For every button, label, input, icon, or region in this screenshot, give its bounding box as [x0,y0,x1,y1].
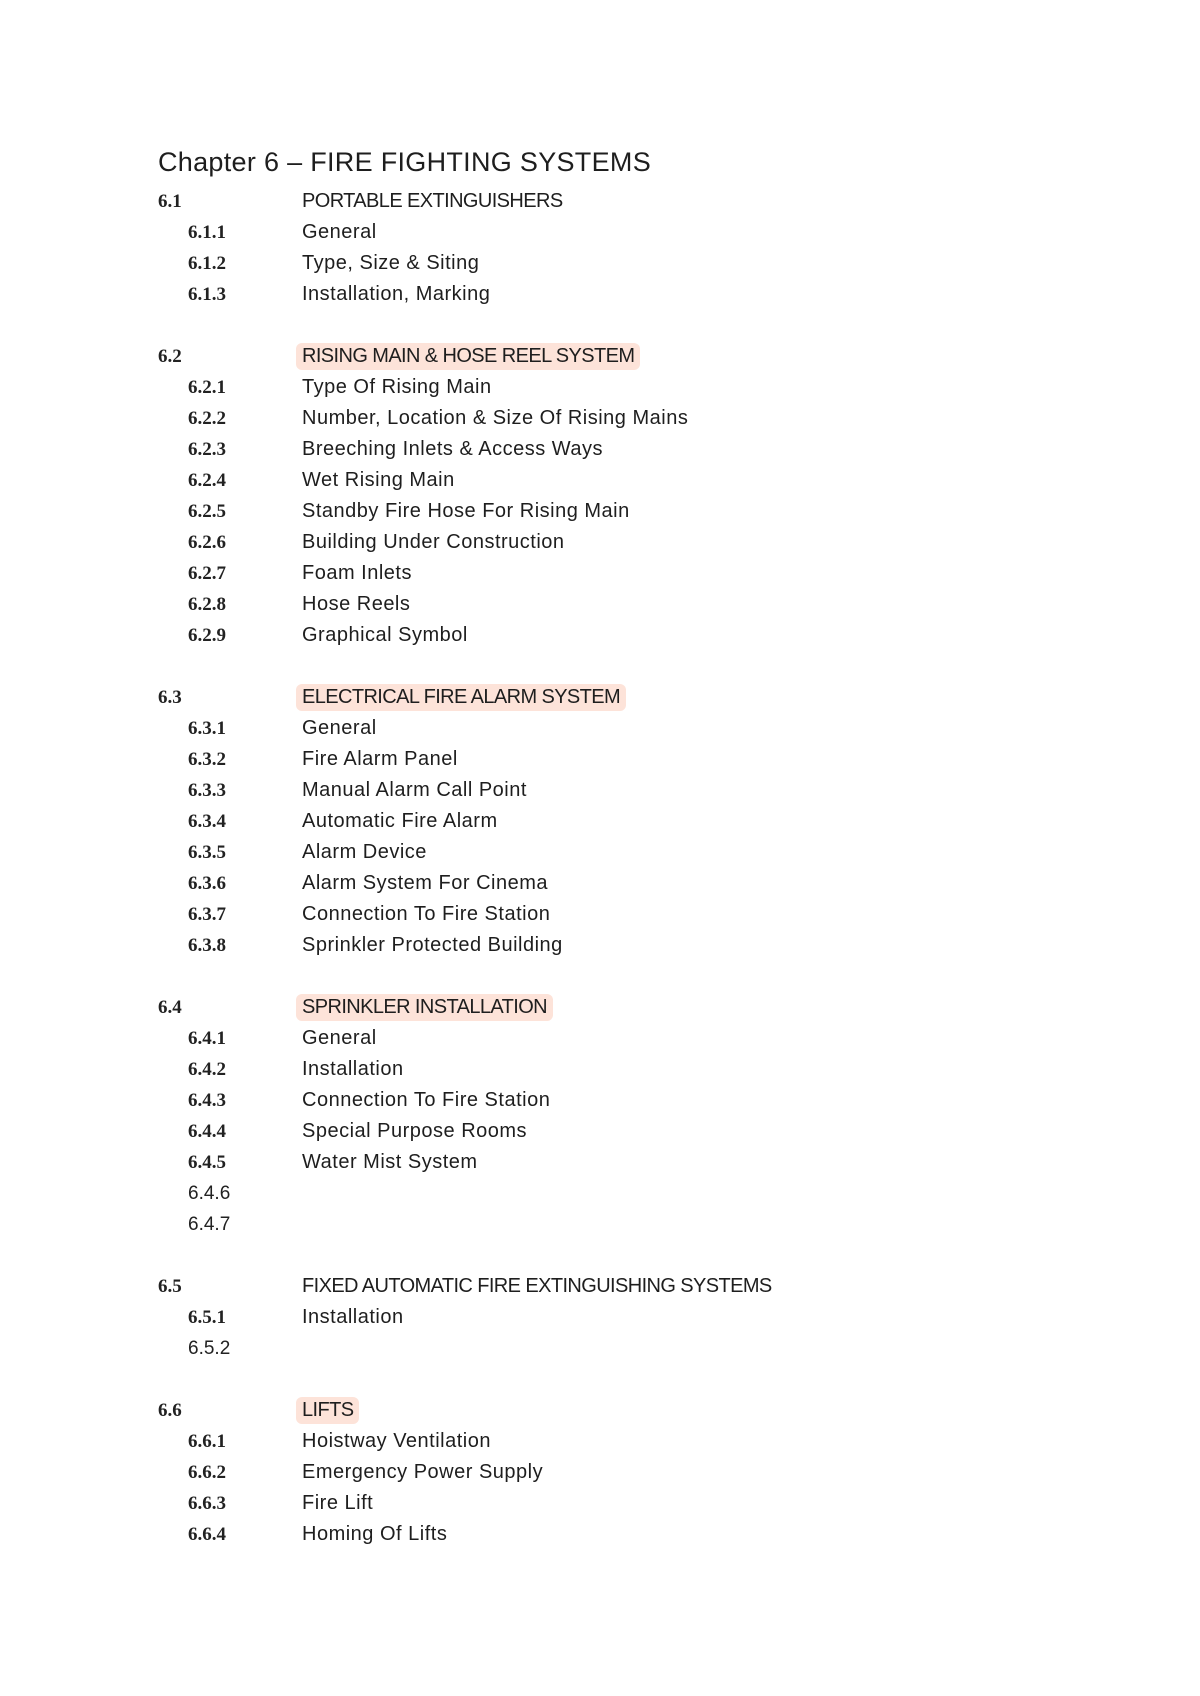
item-number: 6.2.4 [188,469,226,491]
toc-item [158,434,1138,465]
item-number: 6.3.5 [188,841,226,863]
item-number: 6.3.1 [188,717,226,739]
toc-item [158,372,1138,403]
item-title: Type, Size & Siting [302,252,480,274]
item-title: General [302,717,377,739]
toc-item [158,1147,1138,1178]
toc-item [158,1457,1138,1488]
section-heading [158,682,1138,713]
item-title: Installation [302,1058,404,1080]
section-title: ELECTRICAL FIRE ALARM SYSTEM [296,684,626,711]
item-number: 6.2.9 [188,624,226,646]
item-number: 6.4.5 [188,1151,226,1173]
section-number: 6.5 [158,1275,182,1297]
item-number: 6.6.1 [188,1430,226,1452]
item-number: 6.2.2 [188,407,226,429]
toc-item [158,620,1138,651]
item-title: Installation, Marking [302,283,491,305]
item-title: Breeching Inlets & Access Ways [302,438,604,460]
item-title: Graphical Symbol [302,624,468,646]
section-number: 6.2 [158,345,182,367]
item-title: Special Purpose Rooms [302,1120,528,1142]
item-number: 6.4.7 [188,1213,231,1235]
item-title: Alarm System For Cinema [302,872,548,894]
item-title: Automatic Fire Alarm [302,810,498,832]
item-title: Wet Rising Main [302,469,455,491]
toc-section [158,186,1138,310]
toc-item [158,899,1138,930]
toc-item [158,1209,1138,1240]
toc-item [158,248,1138,279]
item-number: 6.2.5 [188,500,226,522]
item-title: Connection To Fire Station [302,903,551,925]
item-title: Sprinkler Protected Building [302,934,563,956]
toc-item [158,1054,1138,1085]
item-title: Fire Lift [302,1492,374,1514]
section-heading [158,341,1138,372]
item-number: 6.1.3 [188,283,226,305]
item-number: 6.3.3 [188,779,226,801]
item-number: 6.4.4 [188,1120,226,1142]
item-number: 6.5.2 [188,1337,231,1359]
toc-item [158,806,1138,837]
section-number: 6.3 [158,686,182,708]
toc-item [158,930,1138,961]
item-title: Installation [302,1306,404,1328]
toc-item [158,1116,1138,1147]
section-number: 6.6 [158,1399,182,1421]
item-number: 6.6.4 [188,1523,226,1545]
section-title: FIXED AUTOMATIC FIRE EXTINGUISHING SYSTEMS [302,1275,772,1297]
section-heading [158,1395,1138,1426]
item-title: Standby Fire Hose For Rising Main [302,500,630,522]
toc-item [158,713,1138,744]
item-number: 6.2.7 [188,562,226,584]
toc-item [158,744,1138,775]
item-title: Hoistway Ventilation [302,1430,491,1452]
item-number: 6.2.6 [188,531,226,553]
item-number: 6.2.8 [188,593,226,615]
item-number: 6.5.1 [188,1306,226,1328]
item-title: General [302,1027,377,1049]
toc-section [158,992,1138,1240]
toc-item [158,1426,1138,1457]
item-number: 6.3.6 [188,872,226,894]
item-number: 6.4.3 [188,1089,226,1111]
section-number: 6.1 [158,190,182,212]
item-title: General [302,221,377,243]
item-number: 6.6.2 [188,1461,226,1483]
section-title: SPRINKLER INSTALLATION [296,994,553,1021]
item-title: Connection To Fire Station [302,1089,551,1111]
toc-item [158,775,1138,806]
item-title: Water Mist System [302,1151,478,1173]
toc-item [158,837,1138,868]
item-number: 6.4.6 [188,1182,231,1204]
section-heading [158,1271,1138,1302]
item-title: Manual Alarm Call Point [302,779,527,801]
toc-item [158,1085,1138,1116]
table-of-contents [158,186,1138,1550]
document-page [158,140,1138,1581]
toc-item [158,496,1138,527]
item-title: Alarm Device [302,841,427,863]
toc-item [158,558,1138,589]
item-title: Foam Inlets [302,562,412,584]
section-heading [158,992,1138,1023]
item-number: 6.4.1 [188,1027,226,1049]
toc-item [158,1178,1138,1209]
toc-item [158,1333,1138,1364]
toc-item [158,279,1138,310]
toc-item [158,1023,1138,1054]
item-number: 6.4.2 [188,1058,226,1080]
toc-item [158,217,1138,248]
toc-item [158,868,1138,899]
item-title: Hose Reels [302,593,411,615]
item-title: Number, Location & Size Of Rising Mains [302,407,689,429]
toc-item [158,1519,1138,1550]
section-title: RISING MAIN & HOSE REEL SYSTEM [296,343,640,370]
item-number: 6.2.3 [188,438,226,460]
section-heading [158,186,1138,217]
toc-item [158,1488,1138,1519]
item-number: 6.1.2 [188,252,226,274]
toc-item [158,465,1138,496]
chapter-title: Chapter 6 – FIRE FIGHTING SYSTEMS [158,147,652,177]
toc-item [158,589,1138,620]
toc-section [158,341,1138,651]
item-number: 6.3.7 [188,903,226,925]
toc-section [158,682,1138,961]
section-number: 6.4 [158,996,182,1018]
toc-item [158,1302,1138,1333]
section-title: LIFTS [296,1397,359,1424]
item-title: Fire Alarm Panel [302,748,458,770]
toc-item [158,527,1138,558]
item-number: 6.6.3 [188,1492,226,1514]
item-number: 6.3.2 [188,748,226,770]
item-number: 6.3.8 [188,934,226,956]
toc-section [158,1395,1138,1550]
item-title: Emergency Power Supply [302,1461,544,1483]
item-title: Building Under Construction [302,531,565,553]
item-number: 6.1.1 [188,221,226,243]
section-title: PORTABLE EXTINGUISHERS [302,190,563,212]
item-title: Homing Of Lifts [302,1523,448,1545]
item-number: 6.2.1 [188,376,226,398]
toc-item [158,403,1138,434]
toc-section [158,1271,1138,1364]
item-title: Type Of Rising Main [302,376,492,398]
item-number: 6.3.4 [188,810,226,832]
